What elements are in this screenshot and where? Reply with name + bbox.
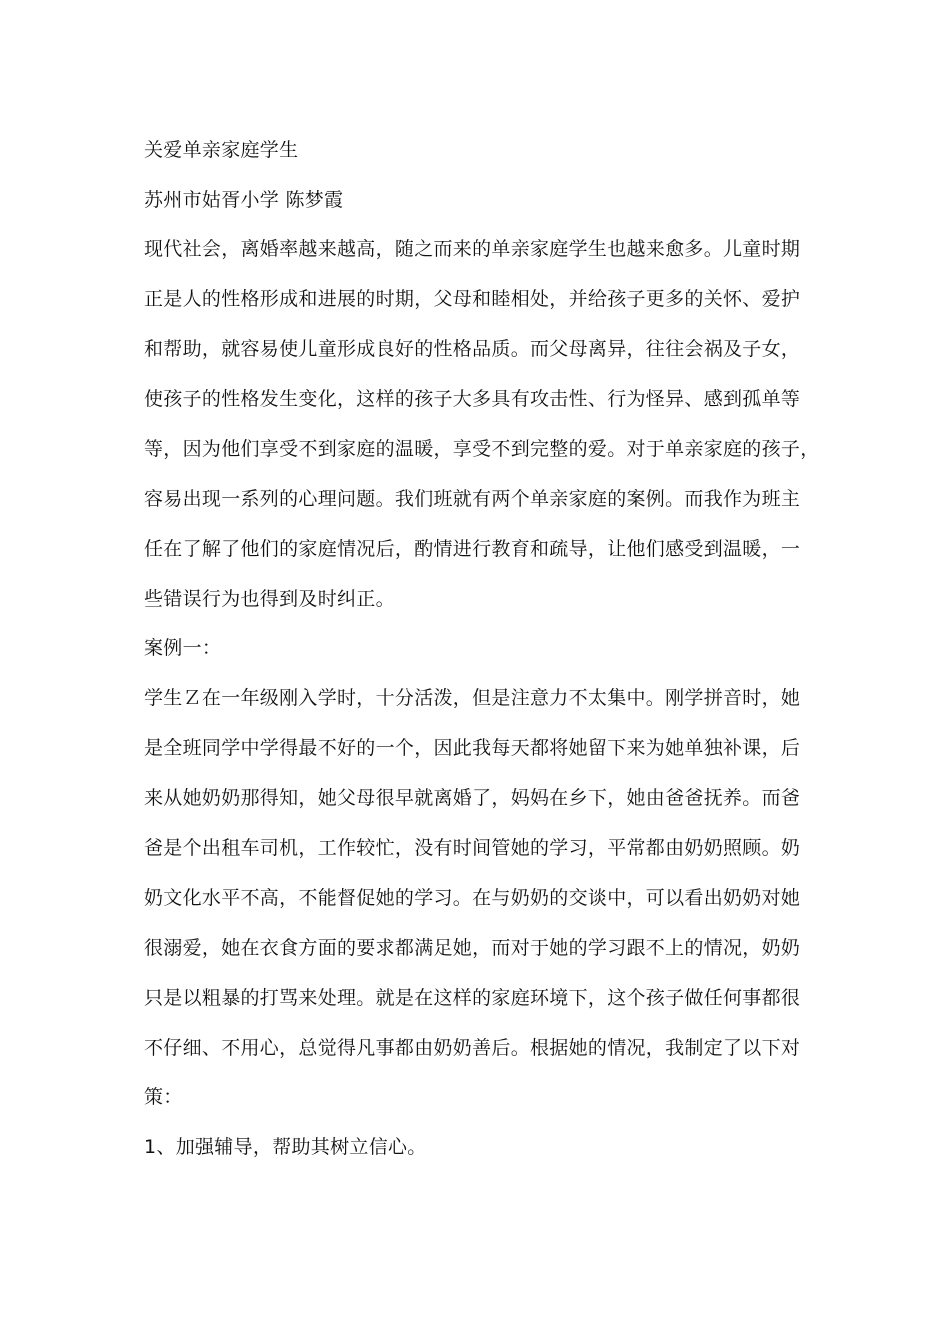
body-line: 任在了解了他们的家庭情况后，酌情进行教育和疏导，让他们感受到温暖，一 [144,538,801,560]
body-line: 和帮助，就容易使儿童形成良好的性格品质。而父母离异，往往会祸及子女， [144,338,801,360]
body-line: 只是以粗暴的打骂来处理。就是在这样的家庭环境下，这个孩子做任何事都很 [144,987,801,1009]
body-line: 来从她奶奶那得知，她父母很早就离婚了，妈妈在乡下，她由爸爸抚养。而爸 [144,787,801,809]
body-line: 使孩子的性格发生变化，这样的孩子大多具有攻击性、行为怪异、感到孤单等 [144,388,801,410]
body-line: 不仔细、不用心，总觉得凡事都由奶奶善后。根据她的情况，我制定了以下对 [144,1037,801,1059]
body-line: 爸是个出租车司机，工作较忙，没有时间管她的学习，平常都由奶奶照顾。奶 [144,837,801,859]
document-title: 关爱单亲家庭学生 [144,139,299,161]
body-line: 容易出现一系列的心理问题。我们班就有两个单亲家庭的案例。而我作为班主 [144,488,801,510]
body-line: 正是人的性格形成和进展的时期，父母和睦相处，并给孩子更多的关怀、爱护 [144,288,801,310]
section-heading: 案例一： [144,637,222,659]
body-line: 是全班同学中学得最不好的一个，因此我每天都将她留下来为她单独补课，后 [144,737,801,759]
body-line: 奶文化水平不高，不能督促她的学习。在与奶奶的交谈中，可以看出奶奶对她 [144,887,801,909]
body-line: 现代社会，离婚率越来越高，随之而来的单亲家庭学生也越来愈多。儿童时期 [144,238,801,260]
body-line: 学生Ｚ在一年级刚入学时，十分活泼，但是注意力不太集中。刚学拼音时，她 [144,687,801,709]
body-line: 策： [144,1086,183,1108]
body-line: 很溺爱，她在衣食方面的要求都满足她，而对于她的学习跟不上的情况，奶奶 [144,937,801,959]
body-line: 等，因为他们享受不到家庭的温暖，享受不到完整的爱。对于单亲家庭的孩子， [144,438,820,460]
body-line: 些错误行为也得到及时纠正。 [144,588,395,610]
list-item: 1、加强辅导，帮助其树立信心。 [144,1136,427,1158]
author-line: 苏州市姑胥小学 陈梦霞 [144,189,344,211]
